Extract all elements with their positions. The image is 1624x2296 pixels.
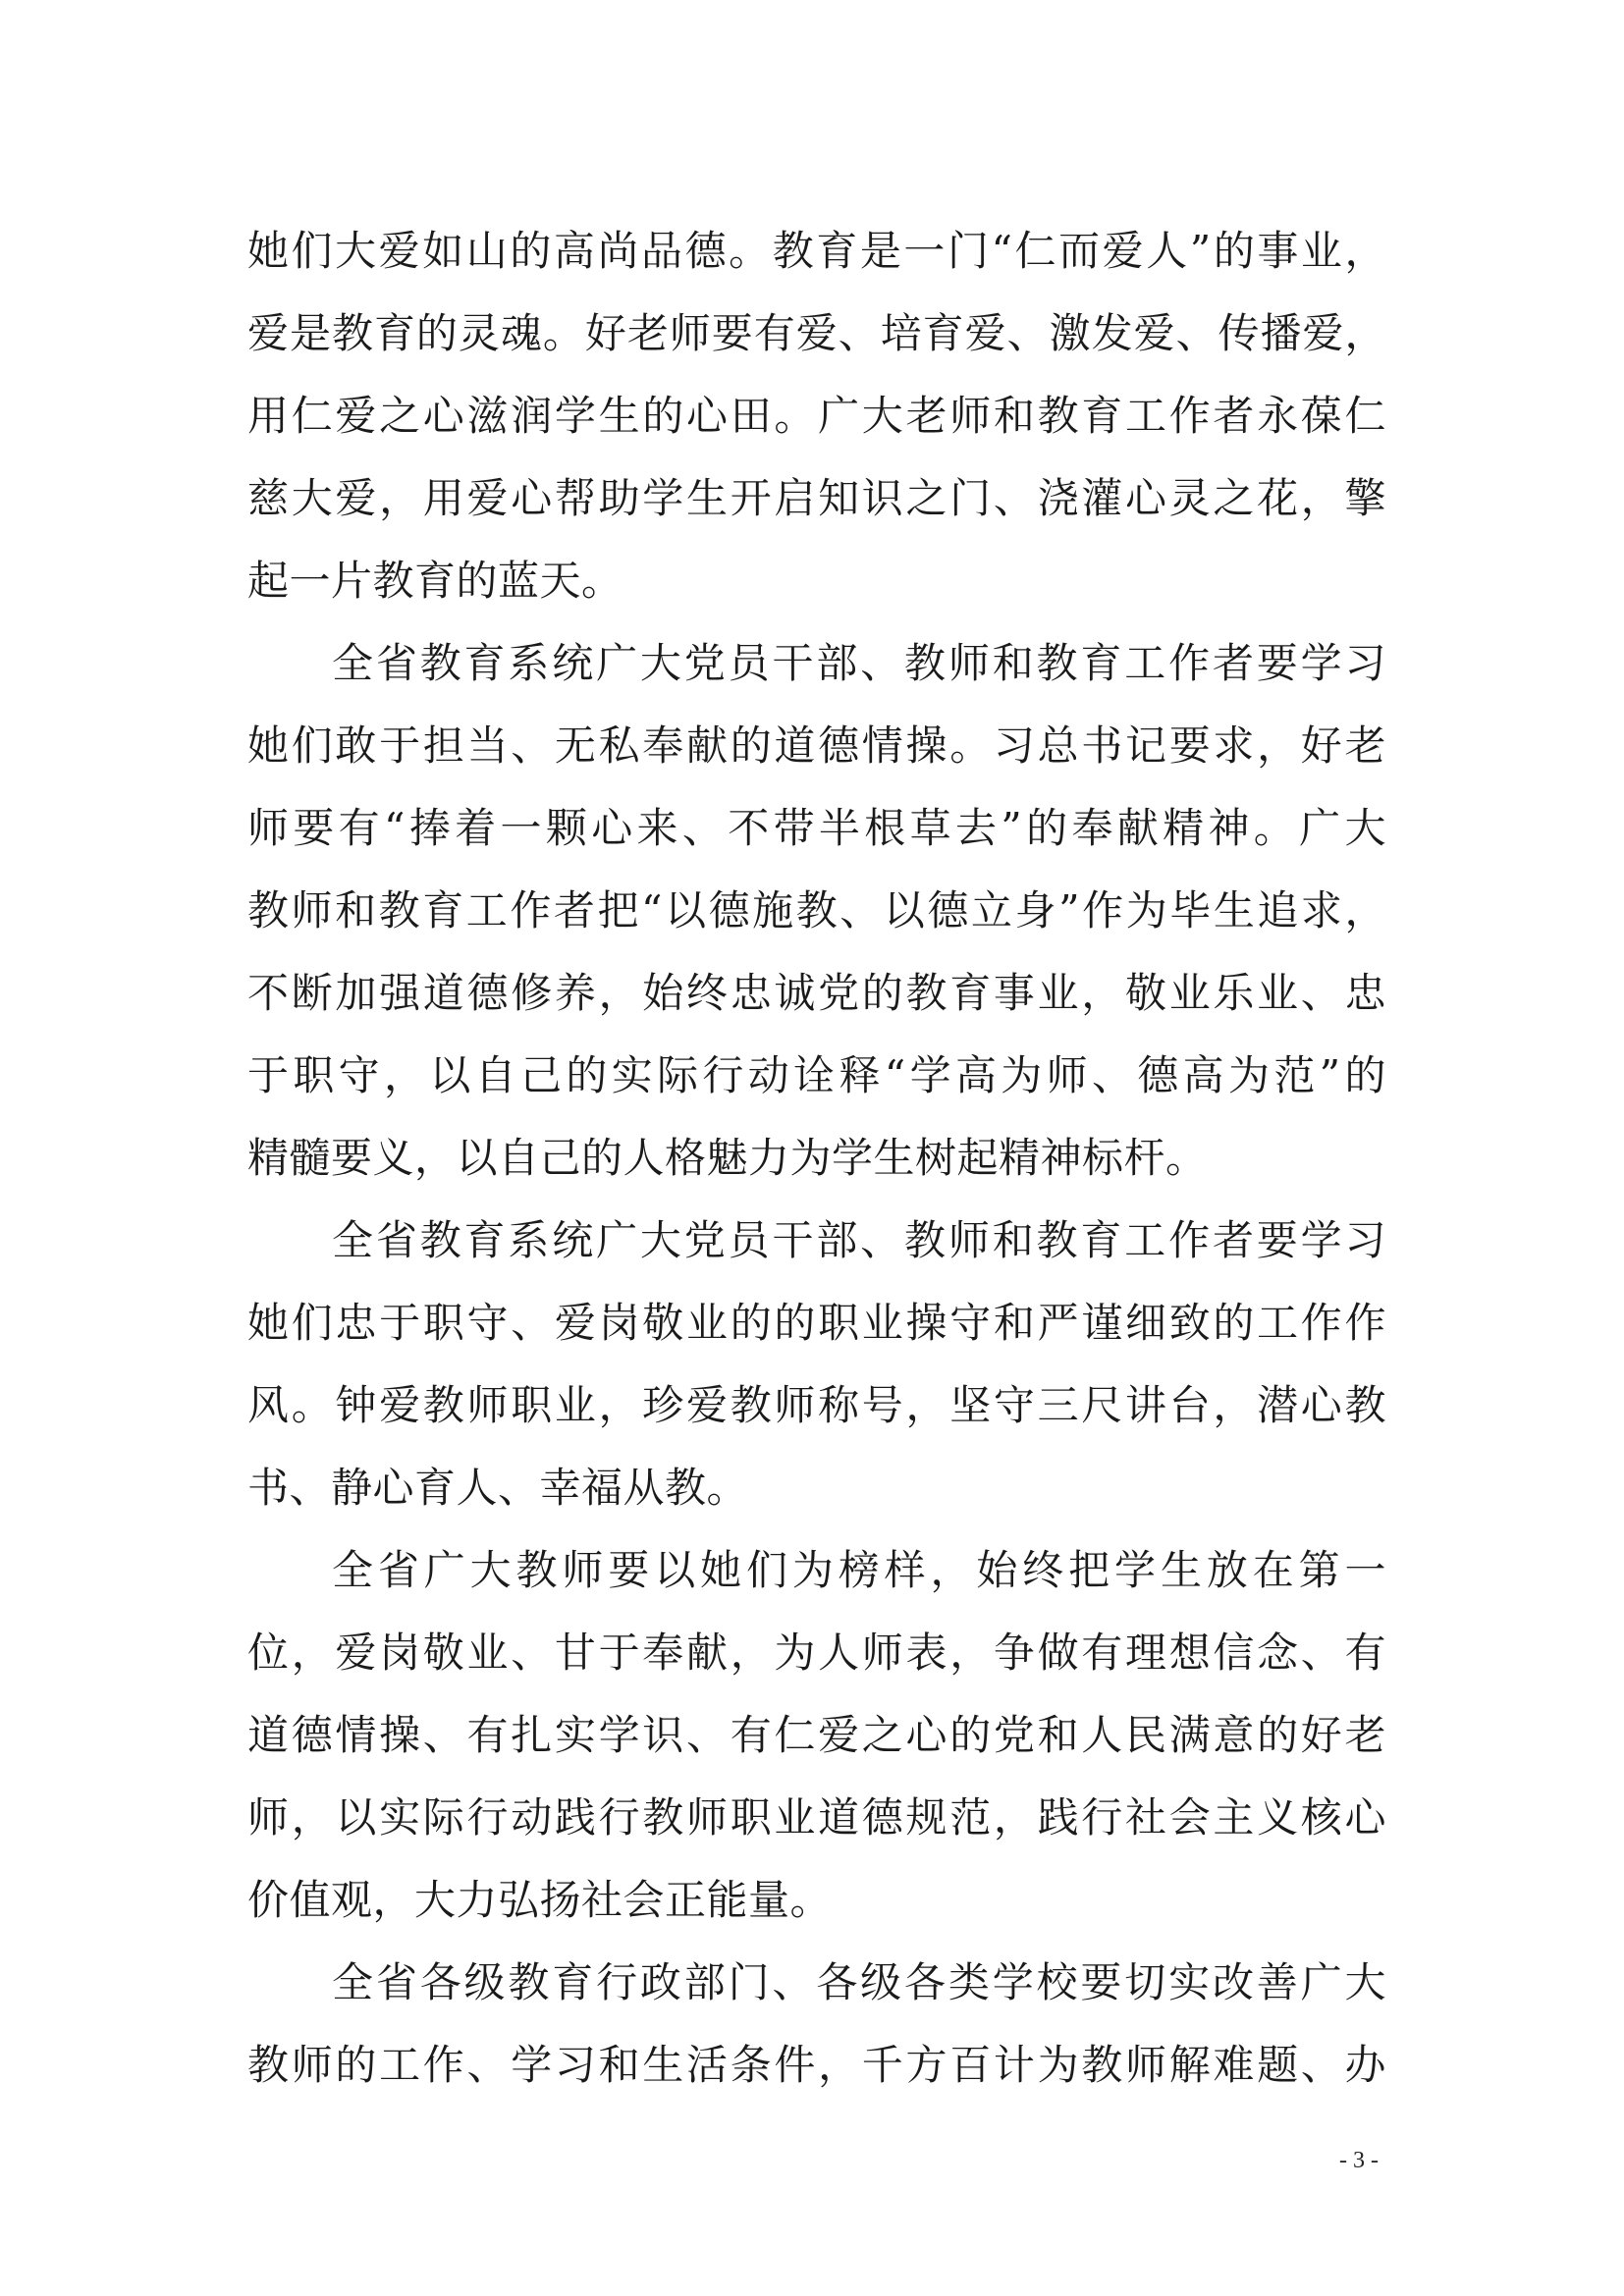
text-line: 精髓要义，以自己的人格魅力为学生树起精神标杆。 [247,1134,1208,1182]
text-line: 她们敢于担当、无私奉献的道德情操。习总书记要求，好老 [247,721,1386,770]
text-line: 道德情操、有扎实学识、有仁爱之心的党和人民满意的好老 [247,1711,1386,1759]
text-line: 教师的工作、学习和生活条件，千方百计为教师解难题、办 [247,2041,1386,2089]
text-line: 全省广大教师要以她们为榜样，始终把学生放在第一 [332,1546,1386,1594]
text-line: 教师和教育工作者把“以德施教、以德立身”作为毕生追求， [247,886,1386,934]
text-line: 慈大爱，用爱心帮助学生开启知识之门、浇灌心灵之花，擎 [247,474,1386,522]
text-line: 全省教育系统广大党员干部、教师和教育工作者要学习 [332,639,1386,687]
text-line: 爱是教育的灵魂。好老师要有爱、培育爱、激发爱、传播爱， [247,309,1386,357]
page-number: - 3 - [1339,2148,1379,2173]
text-line: 起一片教育的蓝天。 [247,557,623,605]
text-line: 位，爱岗敬业、甘于奉献，为人师表，争做有理想信念、有 [247,1629,1386,1677]
text-line: 不断加强道德修养，始终忠诚党的教育事业，敬业乐业、忠 [247,969,1386,1017]
text-line: 全省各级教育行政部门、各级各类学校要切实改善广大 [332,1958,1386,2006]
text-line: 风。钟爱教师职业，珍爱教师称号，坚守三尺讲台，潜心教 [247,1381,1386,1429]
body-text [247,210,1386,2107]
text-line: 用仁爱之心滋润学生的心田。广大老师和教育工作者永葆仁 [247,392,1386,440]
text-line: 师要有“捧着一颗心来、不带半根草去”的奉献精神。广大 [247,804,1386,852]
text-line: 她们大爱如山的高尚品德。教育是一门“仁而爱人”的事业， [247,227,1386,275]
text-line: 师，以实际行动践行教师职业道德规范，践行社会主义核心 [247,1793,1386,1842]
text-line: 于职守，以自己的实际行动诠释“学高为师、德高为范”的 [247,1051,1386,1099]
text-line: 价值观，大力弘扬社会正能量。 [247,1876,833,1924]
text-line: 书、静心育人、幸福从教。 [247,1464,749,1512]
text-line: 全省教育系统广大党员干部、教师和教育工作者要学习 [332,1216,1386,1264]
text-line: 她们忠于职守、爱岗敬业的的职业操守和严谨细致的工作作 [247,1299,1386,1347]
